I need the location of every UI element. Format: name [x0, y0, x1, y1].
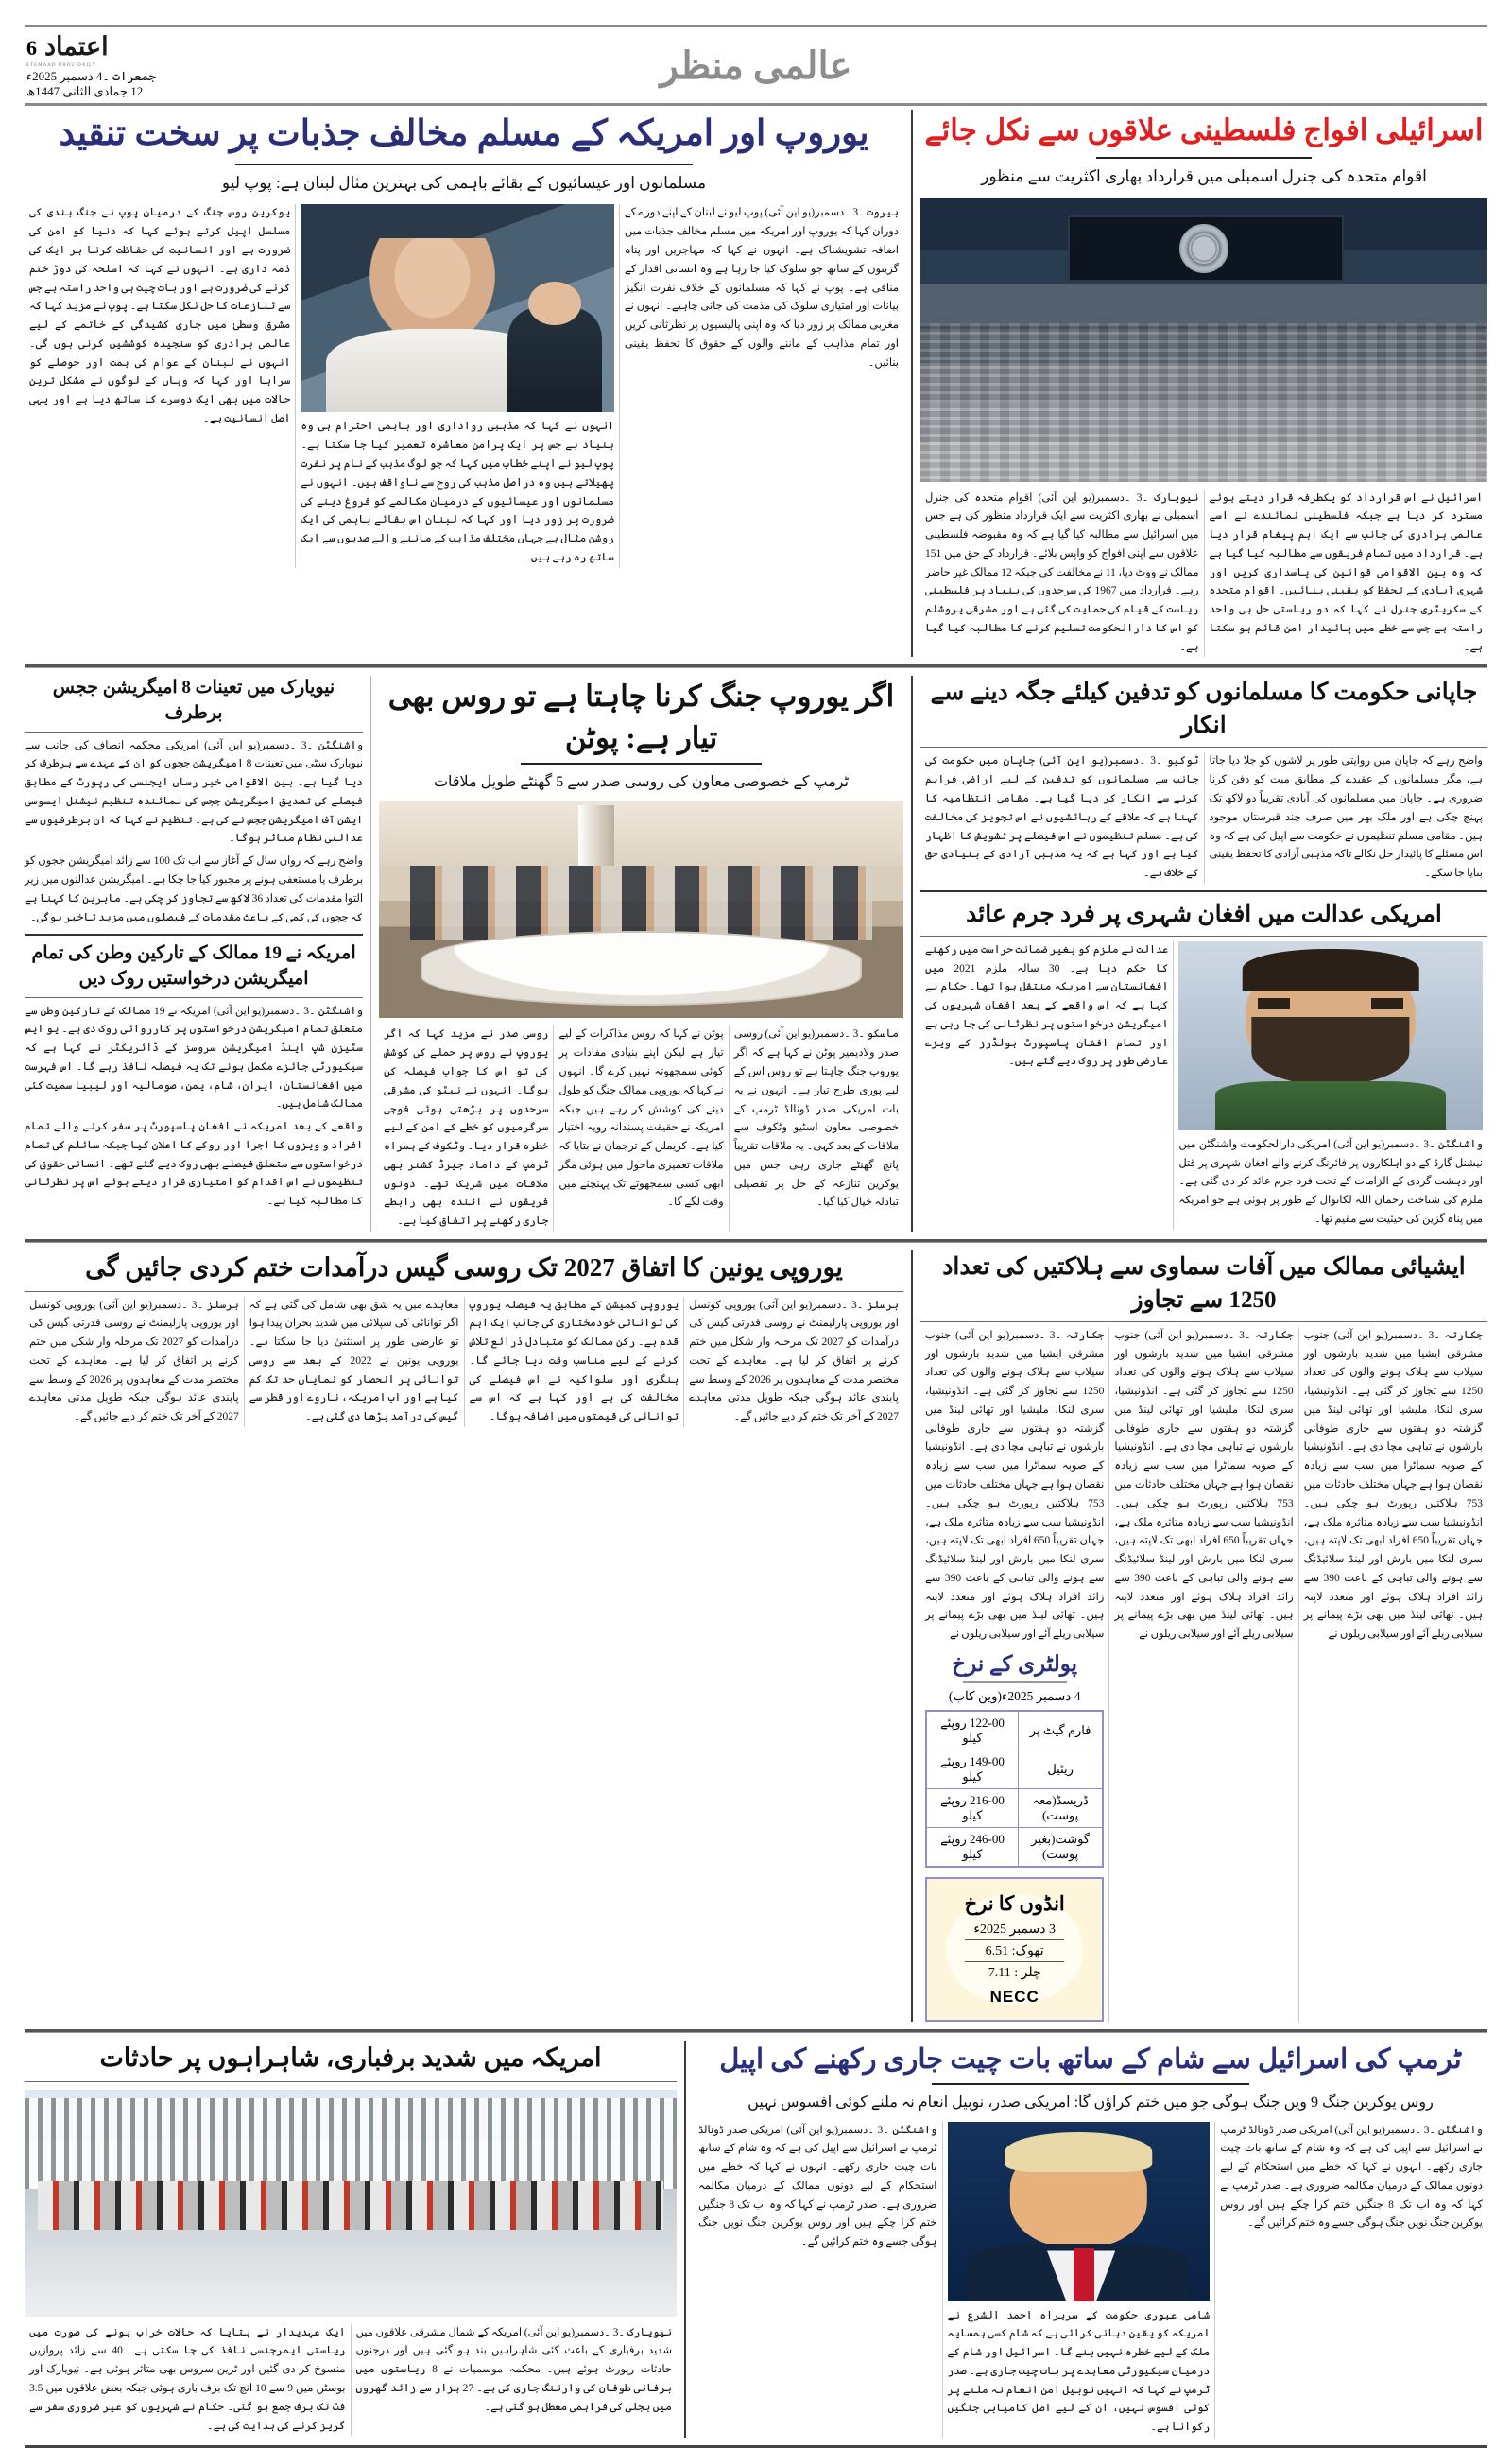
- un-emblem-icon: [1179, 224, 1228, 273]
- egg-rates-title: انڈوں کا نرخ: [964, 1891, 1065, 1915]
- afghan-photo-col: [1174, 941, 1487, 1230]
- trump-syria-col-3: واشنگٹن ۔3 ۔دسمبر(یو این آئی) امریکی صدر ڈونالڈ ٹرمپ نے اسرائیل سے اپیل کی ہے کہ وہ شام کے ساتھ بات چیت جاری رکھے۔ انہوں نے کہا کہ خطے میں استحکام کے لیے دونوں ممالک کے درمیان مکالمہ ضروری ہے۔ صدر ٹرمپ نے کہا کہ وہ اب تک 8 جنگیں ختم کرا چکے ہیں اور روس یوکرین جنگ نویں جنگ ہوگی جسے وہ ختم کرائیں گے۔: [694, 2122, 943, 2438]
- putin-col-3: روسی صدر نے مزید کہا کہ اگر یوروپ نے روس پر حملے کی کوشش کی تو اس کا جواب فیصلہ کن ہوگا۔ انہوں نے نیٹو کی مشرقی سرحدوں پر بڑھتی ہوئی فوجی سرگرمیوں کو خطے کے امن کے لیے خطرہ قرار دیا۔ وٹکوف کے ہمراہ ٹرمپ کے داماد جیرڈ کشنر بھی ملاقات میں شریک تھے۔ دونوں فریقوں نے آئندہ بھی رابطے جاری رکھنے پر اتفاق کیا ہے۔: [379, 1026, 554, 1231]
- story-trump-syria: [694, 2041, 1487, 2438]
- column-divider: [911, 110, 913, 657]
- band-divider-3: [25, 2029, 1487, 2033]
- brand-name: اعتماد: [44, 32, 109, 60]
- story-japan-burial: [920, 676, 1487, 883]
- round-table: [421, 931, 861, 1005]
- egg-retail-rate: چلر : 7.11: [988, 1965, 1041, 1980]
- snow-col-2: ایک عہدیدار نے بتایا کہ حالات خراب ہونے کی صورت میں ریاستی ایمرجنسی نافذ کی جا سکتی ہے۔ 40 سے زائد پروازیں منسوخ کر دی گئیں اور ٹرین سروس بھی متاثر ہوئی ہے۔ نیویارک اور بوسٹن میں 9 سے 10 انچ تک برف باری ہوئی جبکہ بعض علاقوں میں 3.5 فٹ تک برف جمع ہو گئی۔ حکام نے شہریوں کو غیر ضروری سفر سے گریز کرنے کی ہدایت کی ہے۔: [25, 2324, 352, 2437]
- egg-rate-source: NECC: [989, 1987, 1040, 2006]
- poultry-value-3: 246-00 روپئے کیلو: [926, 1827, 1018, 1867]
- right-column-group: [920, 676, 1487, 1231]
- column-divider: [370, 676, 371, 1231]
- lead-right-headline: اسرائیلی افواج فلسطینی علاقوں سے نکل جائے: [924, 113, 1484, 147]
- suspect-eyes: [1258, 998, 1403, 1009]
- poultry-label-1: ریٹیل: [1018, 1750, 1103, 1788]
- poultry-value-2: 216-00 روپئے کیلو: [926, 1788, 1018, 1827]
- putin-col-1: ماسکو ۔3 ۔دسمبر(یو این آئی) روسی صدر ولادیمیر پوٹن نے کہا ہے کہ اگر یوروپ جنگ چاہتا ہے تو روس اس کے لیے پوری طرح تیار ہے۔ انہوں نے یہ بات امریکی صدر ڈونالڈ ٹرمپ کے خصوصی معاون اسٹیو وٹکوف سے ملاقات کے بعد کہی۔ یہ ملاقات تقریباً پانچ گھنٹے جاری رہی جس میں یوکرین تنازعہ کے حل پر تفصیلی تبادلہ خیال کیا گیا۔: [733, 1028, 899, 1209]
- lead-left-headline: یوروپ اور امریکہ کے مسلم مخالف جذبات پر سخت تنقید: [59, 114, 869, 153]
- japan-col-1: واضح رہے کہ جاپان میں روایتی طور پر لاشوں کو جلا دیا جاتا ہے، مگر مسلمانوں کے عقیدے کے مطابق میت کو دفن کرنا ضروری ہے۔ جاپان میں مسلمانوں کی آبادی تقریباً دو لاکھ تک پہنچ چکی ہے اور ملک بھر میں صرف چند قبرستان موجود ہیں۔ مقامی مسلم تنظیموں نے حکومت سے اپیل کی ہے کہ وہ اس مسئلے کا پائیدار حل نکالے تاکہ مذہبی آزادی کا تحفظ یقینی بنایا جا سکے۔: [1209, 755, 1483, 880]
- japan-col-2: ٹوکیو ۔3 ۔دسمبر(یو این آئی) جاپان میں حکومت کی جانب سے مسلمانوں کو تدفین کے لیے اراضی فراہم کرنے سے انکار کر دیا گیا ہے۔ مقامی انتظامیہ کا کہنا ہے کہ علاقے کے رہائشیوں نے اس تجویز کی مخالفت کی ہے۔ مسلم تنظیموں نے اس فیصلے پر تشویش کا اظہار کیا ہے اور کہا ہے کہ یہ مذہبی آزادی کے بنیادی حق کے خلاف ہے۔: [920, 752, 1205, 883]
- poultry-label-2: ڈریسڈ(معہ پوست): [1018, 1788, 1103, 1827]
- travelban-col-1: واشنگٹن ۔3 ۔دسمبر(یو این آئی) امریکہ نے 19 ممالک کے تارکین وطن سے متعلق تمام امیگریشن درخواستوں پر کارروائی روک دی ہے۔ یو ایس سٹیزن شپ اینڈ امیگریشن سروسز کے ڈائریکٹر نے کہا ہے کہ سیکیورٹی جائزے مکمل ہونے تک یہ فیصلہ نافذ رہے گا۔ اس فہرست میں افغانستان، ایران، شام، یمن، صومالیہ اور لیبیا سمیت کئی ممالک شامل ہیں۔: [25, 1005, 364, 1111]
- putin-headline: اگر یوروپ جنگ کرنا چاہتا ہے تو روس بھی تیار ہے: پوٹن: [387, 680, 895, 754]
- asia-and-rates-group: [920, 1250, 1487, 2022]
- trump-syria-subhead: روس یوکرین جنگ 9 ویں جنگ ہوگی جو میں ختم کراؤں گا: امریکی صدر، نوبیل انعام نہ ملنے کوئی افسوس نہیں: [747, 2095, 1434, 2112]
- poultry-value-1: 149-00 روپئے کیلو: [926, 1750, 1018, 1788]
- suspect-torso: [1215, 1081, 1446, 1130]
- table-row: [926, 1788, 1103, 1827]
- story-snow: [25, 2041, 677, 2438]
- un-general-assembly-photo: [920, 198, 1487, 482]
- band-divider-2: [25, 1239, 1487, 1243]
- date-hijri: 12 جمادی الثانی 1447ھ: [26, 84, 144, 99]
- egg-wholesale-rate: تھوک: 6.51: [965, 1943, 1064, 1962]
- poultry-rates-date: 4 دسمبر 2025ء(وین کاب): [948, 1688, 1081, 1703]
- lead-left-photo-col: [296, 204, 620, 567]
- suspect-hair: [1243, 949, 1419, 991]
- story-judges: [25, 676, 363, 927]
- page-title: عالمی منظر: [660, 43, 852, 87]
- room-pillar: [578, 805, 614, 866]
- trump-tie: [1074, 2248, 1094, 2301]
- poultry-rates-table: [925, 1710, 1104, 1868]
- poultry-value-0: 122-00 روپئے کیلو: [926, 1711, 1018, 1750]
- lead-left-col-1: بیروت ۔3 ۔دسمبر(یو این آئی) پوپ لیو نے لبنان کے اپنے دورے کے دوران کہا کہ یوروپ اور امریکہ میں مسلم مخالف جذبات میں اضافہ تشویشناک ہے۔ انہوں نے کہا کہ مہاجرین اور پناہ گزینوں کے ساتھ جو سلوک کیا جا رہا ہے وہ انسانی اقدار کے منافی ہے۔ پوپ نے کہا کہ مسلمانوں کے خلاف نفرت انگیز بیانات اور امتیازی سلوک کی مذمت کی جانی چاہیے۔ انہوں نے مغربی ممالک پر زور دیا کہ وہ اپنی پالیسیوں پر نظرثانی کریں اور تمام مذاہب کے ماننے والوں کے حقوق کا تحفظ یقینی بنائیں۔: [624, 207, 899, 369]
- story-putin: [379, 676, 903, 1231]
- trump-syria-col-2: شامی عبوری حکومت کے سربراہ احمد الشرع نے امریکہ کو یقین دہانی کرائی ہے کہ شام کسی ہمسایہ ملک کے لیے خطرہ نہیں بنے گا۔ اسرائیل اور شام کے درمیان سیکیورٹی معاہدے پر بات چیت جاری ہے۔ صدر ٹرمپ نے کہا کہ انہیں نوبیل امن انعام نہ ملنے پر کوئی افسوس نہیں، ان کے لیے اصل کامیابی جنگیں رکوانا ہے۔: [947, 2309, 1211, 2434]
- putin-col-2: پوٹن نے کہا کہ روس مذاکرات کے لیے تیار ہے لیکن اپنے بنیادی مفادات پر کوئی سمجھوتہ نہیں کرے گا۔ انہوں نے کہا کہ یوروپی ممالک جنگ کو طول دینے کی کوشش کر رہے ہیں جبکہ امریکہ نے حقیقت پسندانہ رویہ اختیار کیا ہے۔ کریملن کے ترجمان نے بتایا کہ ملاقات تعمیری ماحول میں ہوئی مگر ابھی کسی سمجھوتے تک پہنچنے میں وقت لگے گا۔: [554, 1026, 729, 1231]
- immigration-stories: [25, 676, 363, 1231]
- judges-col-1: واشنگٹن ۔3 ۔دسمبر(یو این آئی) امریکی محکمہ انصاف کی جانب سے نیویارک سٹی میں تعینات 8 امیگریشن ججوں کو ان کے عہدے سے برطرف کر دیا گیا ہے۔ بین الاقوامی خبر رساں ایجنسی کی رپورٹ کے مطابق فیصلے کی تصدیق امیگریشن ججس کی نمائندہ تنظیم نیشنل ایسوسی ایشن آف امیگریشن ججس نے کی ہے۔ تنظیم نے کہا کہ ان برطرفیوں سے عدالتی نظام متاثر ہوگا۔: [25, 739, 364, 845]
- lead-right-col-1: اسرائیل نے اس قرارداد کو یکطرفہ قرار دیتے ہوئے مسترد کر دیا ہے جبکہ فلسطینی نمائندے نے اسے عالمی برادری کی جانب سے ایک اہم پیغام قرار دیا ہے۔ قرارداد میں تمام فریقوں سے مطالبہ کیا گیا ہے کہ وہ بین الاقوامی قوانین کی پاسداری کریں اور شہری آبادی کے تحفظ کو یقینی بنائیں۔ اقوام متحدہ کے سکریٹری جنرل نے کہا کہ دو ریاستی حل ہی واحد راستہ ہے جس سے خطے میں پائیدار امن قائم ہو سکتا ہے۔: [1209, 491, 1483, 653]
- travelban-headline: امریکہ نے 19 ممالک کے تارکین وطن کی تمام امیگریشن درخواستیں روک دیں: [31, 943, 356, 989]
- lead-right-subhead: اقوام متحدہ کی جنرل اسمبلی میں قرارداد بھاری اکثریت سے منظور: [981, 166, 1427, 185]
- story-travel-ban: [25, 941, 363, 1212]
- poultry-rates-title: پولٹری کے نرخ: [952, 1651, 1078, 1676]
- table-row: [926, 1750, 1103, 1788]
- suspect-beard: [1252, 1017, 1410, 1085]
- story-divider: [920, 890, 1487, 892]
- poultry-rates-box: [925, 1652, 1104, 1868]
- afghan-court-col-1: واشنگٹن ۔3 ۔دسمبر(یو این آئی) امریکی دارالحکومت واشنگٹن میں نیشنل گارڈ کے دو اہلکاروں پر فائرنگ کرنے والے افغان شہری پر قتل اور دہشت گردی کے الزامات کے تحت فرد جرم عائد کر دی گئی ہے۔ ملزم کی شناخت رحمان اللہ لکانوال کے طور پر ہوئی ہے جو امریکہ میں پناہ گزین کی حیثیت سے مقیم تھا۔: [1178, 1138, 1483, 1225]
- poultry-label-0: فارم گیٹ پر: [1018, 1711, 1103, 1750]
- lead-left-col-3: یوکرین روس جنگ کے درمیان پوپ نے جنگ بندی کی مسلسل اپیل کرتے ہوئے کہا کہ دنیا کو امن کی ضرورت ہے اور انسانیت کی حفاظت کرنا ہر ایک کی ذمہ داری ہے۔ انہوں نے کہا کہ اسلحہ کی دوڑ ختم کرنے کی ضرورت ہے اور بات چیت ہی واحد راستہ ہے جس سے تنازعات کا حل نکل سکتا ہے۔ پوپ نے مزید کہا کہ مشرق وسطیٰ میں جاری کشیدگی کے خاتمے کے لیے عالمی برادری کو سنجیدہ کوششیں کرنی ہوں گی۔ انہوں نے لبنان کے عوام کی ہمت اور حوصلے کو سراہا اور کہا کہ وہاں کے لوگوں نے مشکل ترین حالات میں بھی ایک دوسرے کا ساتھ دیا ہے اور یہی اصل انسانیت ہے۔: [25, 204, 296, 567]
- trump-photo: [948, 2122, 1211, 2301]
- trump-syria-col-1: واشنگٹن ۔3 ۔دسمبر(یو این آئی) امریکی صدر ڈونالڈ ٹرمپ نے اسرائیل سے اپیل کی ہے کہ وہ شام کے ساتھ بات چیت جاری رکھے۔ انہوں نے کہا کہ خطے میں استحکام کے لیے دونوں ممالک کے درمیان مکالمہ ضروری ہے۔ صدر ٹرمپ نے کہا کہ وہ اب تک 8 جنگیں ختم کرا چکے ہیں اور روس یوکرین جنگ نویں جنگ ہوگی جسے وہ ختم کرائیں گے۔: [1220, 2124, 1484, 2230]
- putin-meeting-photo: [379, 801, 903, 1018]
- afghan-court-col-2: عدالت نے ملزم کو بغیر ضمانت حراست میں رکھنے کا حکم دیا ہے۔ 30 سالہ ملزم 2021 میں افغانستان سے امریکہ منتقل ہوا تھا۔ حکام نے کہا ہے کہ اس واقعے کے بعد افغان شہریوں کی امیگریشن درخواستوں پر نظرثانی کی جا رہی ہے اور تمام افغان پاسپورٹ ہولڈرز کے ویزے عارضی طور پر روک دیے گئے ہیں۔: [920, 941, 1174, 1230]
- third-band: [25, 1250, 1487, 2022]
- brand-subtitle: ETEMAAD URDU DAILY: [26, 62, 97, 68]
- egg-rates-date: 3 دسمبر 2025ء: [965, 1922, 1064, 1940]
- asia-floods-col-1: جکارتہ ۔3 ۔دسمبر(یو این آئی) جنوب مشرقی ایشیا میں شدید بارشوں اور سیلاب سے ہلاک ہونے والوں کی تعداد 1250 سے تجاوز کر گئی ہے۔ انڈونیشیا، سری لنکا، ملیشیا اور تھائی لینڈ میں گزشتہ دو ہفتوں سے جاری طوفانی بارشوں نے تباہی مچا دی ہے۔ انڈونیشیا کے صوبہ سماٹرا میں سب سے زیادہ نقصان ہوا ہے جہاں مختلف حادثات میں 753 ہلاکتیں رپورٹ ہو چکی ہیں۔ انڈونیشیا سب سے زیادہ متاثرہ ملک ہے، جہاں تقریباً 650 افراد ابھی تک لاپتہ ہیں، سری لنکا میں بارش اور لینڈ سلائیڈنگ سے ہونے والی تباہی کے باعث 390 سے زائد افراد ہلاک ہوئے اور متعدد لاپتہ ہیں۔ تھائی لینڈ میں بھی بڑے پیمانے پر سیلابی ریلے آئے اور سیلابی ریلوں نے: [1303, 1329, 1484, 1641]
- room-wall: [379, 801, 903, 866]
- putin-subhead: ٹرمپ کے خصوصی معاون کی روسی صدر سے 5 گھنٹے طویل ملاقات: [433, 774, 850, 791]
- bottom-band: [25, 2041, 1487, 2438]
- eu-gas-col-2: یوروپی کمیشن کے مطابق یہ فیصلہ یوروپ کی توانائی خودمختاری کی جانب ایک اہم قدم ہے۔ رکن ممالک کو متبادل ذرائع تلاش کرنے کے لیے مناسب وقت دیا جائے گا۔ ہنگری اور سلواکیہ نے اس فیصلے کی مخالفت کی ہے اور کہا ہے کہ اس سے توانائی کی قیمتوں میں اضافہ ہوگا۔: [465, 1297, 685, 1427]
- lead-left-col-2: انہوں نے کہا کہ مذہبی رواداری اور باہمی احترام ہی وہ بنیاد ہے جس پر ایک پرامن معاشرہ تعمیر کیا جا سکتا ہے۔ پوپ لیو نے اپنے خطاب میں کہا کہ جو لوگ مذہب کے نام پر نفرت پھیلاتے ہیں وہ دراصل مذہب کی روح سے ناواقف ہیں۔ انہوں نے مسلمانوں اور عیسائیوں کے درمیان مکالمے کو فروغ دینے کی ضرورت پر زور دیا اور کہا کہ لبنان اس بقائے باہمی کی ایک روشن مثال ہے جہاں مختلف مذاہب کے ماننے والے صدیوں سے ایک ساتھ رہ رہے ہیں۔: [301, 421, 614, 563]
- asia-floods-headline: ایشیائی ممالک میں آفات سماوی سے ہلاکتیں کی تعداد 1250 سے تجاوز: [942, 1253, 1466, 1313]
- snow-highway-photo: [25, 2090, 677, 2317]
- second-person: [507, 308, 601, 412]
- lead-right-col-2: نیویارک ۔3 ۔دسمبر(یو این آئی) اقوام متحدہ کی جنرل اسمبلی نے بھاری اکثریت سے ایک قرارداد منظور کی ہے جس میں اسرائیل سے مطالبہ کیا گیا ہے کہ وہ مقبوضہ فلسطینی علاقوں سے اپنی افواج کو واپس بلائے۔ قرارداد کے حق میں 151 ممالک نے ووٹ دیا، 11 نے مخالفت کی جبکہ 12 ممالک غیر حاضر رہے۔ قرارداد میں 1967 کی سرحدوں کی بنیاد پر فلسطینی ریاست کے قیام کی حمایت کی گئی ہے اور مشرقی یروشلم کو اس کا دارالحکومت تسلیم کرنے کا مطالبہ کیا گیا ہے۔: [920, 490, 1205, 658]
- delegates-row: [410, 866, 871, 940]
- pope-leo-photo: [301, 204, 614, 412]
- judges-headline: نیویارک میں تعینات 8 امیگریشن ججس برطرف: [52, 678, 335, 724]
- column-divider: [684, 2041, 686, 2438]
- lead-left-subhead: مسلمانوں اور عیسائیوں کے بقائے باہمی کی بہترین مثال لبنان ہے: پوپ لیو: [221, 173, 707, 192]
- japan-headline: جاپانی حکومت کا مسلمانوں کو تدفین کیلئے جگہ دینے سے انکار: [930, 680, 1478, 739]
- trump-syria-headline: ٹرمپ کی اسرائیل سے شام کے ساتھ بات چیت جاری رکھنے کی اپیل: [719, 2043, 1462, 2075]
- story-afghan-court: [920, 898, 1487, 1230]
- date-gregorian: جمعرات ۔4 دسمبر 2025ء: [26, 69, 156, 83]
- band-divider-1: [25, 664, 1487, 668]
- top-band: [25, 110, 1487, 657]
- snow-col-1: نیویارک ۔3 ۔دسمبر(یو این آئی) امریکہ کے شمال مشرقی علاقوں میں شدید برفباری کے باعث کئی شاہراہیں بند ہو گئی ہیں اور درجنوں حادثات رپورٹ ہوئے ہیں۔ محکمہ موسمیات نے 8 ریاستوں میں برفانی طوفان کی وارننگ جاری کی ہے۔ 27 ہزار سے زائد گھروں میں بجلی کی فراہمی معطل ہو گئی ہے۔: [355, 2326, 673, 2413]
- table-row: [926, 1827, 1103, 1867]
- judges-col-2: واضح رہے کہ رواں سال کے آغاز سے اب تک 100 سے زائد امیگریشن ججوں کو برطرف یا مستعفی ہونے پر مجبور کیا جا چکا ہے۔ امیگریشن عدالتوں میں زیر التوا مقدمات کی تعداد 36 لاکھ سے تجاوز کر چکی ہے۔ ماہرین کا کہنا ہے کہ ججوں کی کمی کے باعث مقدمات کے فیصلوں میں مزید تاخیر ہوگی۔: [25, 855, 364, 923]
- story-eu-gas: [25, 1250, 903, 2022]
- lead-right-story: [920, 110, 1487, 657]
- afghan-court-headline: امریکی عدالت میں افغان شہری پر فرد جرم عائد: [966, 901, 1442, 927]
- second-band: [25, 676, 1487, 1231]
- stranded-vehicles: [38, 2181, 663, 2231]
- asia-floods-col-3: جکارتہ ۔3 ۔دسمبر(یو این آئی) جنوب مشرقی ایشیا میں شدید بارشوں اور سیلاب سے ہلاک ہونے والوں کی تعداد 1250 سے تجاوز کر گئی ہے۔ انڈونیشیا، سری لنکا، ملیشیا اور تھائی لینڈ میں گزشتہ دو ہفتوں سے جاری طوفانی بارشوں نے تباہی مچا دی ہے۔ انڈونیشیا کے صوبہ سماٹرا میں سب سے زیادہ نقصان ہوا ہے جہاں مختلف حادثات میں 753 ہلاکتیں رپورٹ ہو چکی ہیں۔ انڈونیشیا سب سے زیادہ متاثرہ ملک ہے، جہاں تقریباً 650 افراد ابھی تک لاپتہ ہیں، سری لنکا میں بارش اور لینڈ سلائیڈنگ سے ہونے والی تباہی کے باعث 390 سے زائد افراد ہلاک ہوئے اور متعدد لاپتہ ہیں۔ تھائی لینڈ میں بھی بڑے پیمانے پر سیلابی ریلے آئے اور سیلابی ریلوں نے: [925, 1329, 1105, 1641]
- trump-photo-col: [943, 2122, 1216, 2438]
- table-row: [926, 1711, 1103, 1750]
- eu-gas-col-1: برسلز ۔3 ۔دسمبر(یو این آئی) یوروپی کونسل اور یوروپی پارلیمنٹ نے روسی قدرتی گیس کی درآمدات کو 2027 تک مرحلہ وار شکل میں ختم کرنے پر اتفاق کر لیا ہے۔ معاہدے کے تحت مختصر مدت کے معاہدوں پر 2026 کے وسط سے پابندی عائد ہوگی جبکہ طویل مدتی معاہدے 2027 کے آخر تک ختم کر دیے جائیں گے۔: [689, 1299, 900, 1423]
- egg-rates-box: [925, 1877, 1104, 2022]
- travelban-col-2: واقعے کے بعد امریکہ نے افغان پاسپورٹ پر سفر کرنے والے تمام افراد و ویزوں کا اجرا اور روکے کا اعلان کیا جبکہ سائلم کی تمام درخواستوں سے متعلق فیصلے بھی روک دیے گئے تھے۔ انسانی حقوق کی تنظیموں نے اس اقدام کو امتیازی قرار دیتے ہوئے اس پر نظرثانی کا مطالبہ کیا ہے۔: [25, 1121, 364, 1208]
- asia-floods-col-2: جکارتہ ۔3 ۔دسمبر(یو این آئی) جنوب مشرقی ایشیا میں شدید بارشوں اور سیلاب سے ہلاک ہونے والوں کی تعداد 1250 سے تجاوز کر گئی ہے۔ انڈونیشیا، سری لنکا، ملیشیا اور تھائی لینڈ میں گزشتہ دو ہفتوں سے جاری طوفانی بارشوں نے تباہی مچا دی ہے۔ انڈونیشیا کے صوبہ سماٹرا میں سب سے زیادہ نقصان ہوا ہے جہاں مختلف حادثات میں 753 ہلاکتیں رپورٹ ہو چکی ہیں۔ انڈونیشیا سب سے زیادہ متاثرہ ملک ہے، جہاں تقریباً 650 افراد ابھی تک لاپتہ ہیں، سری لنکا میں بارش اور لینڈ سلائیڈنگ سے ہونے والی تباہی کے باعث 390 سے زائد افراد ہلاک ہوئے اور متعدد لاپتہ ہیں۔ تھائی لینڈ میں بھی بڑے پیمانے پر سیلابی ریلے آئے اور سیلابی ریلوں نے: [1109, 1327, 1298, 2022]
- lead-left-story: [25, 110, 903, 657]
- page-number: 6: [26, 36, 37, 60]
- snow-headline: امریکہ میں شدید برفباری، شاہراہوں پر حادثات: [99, 2043, 602, 2072]
- eu-gas-col-4: برسلز ۔3 ۔دسمبر(یو این آئی) یوروپی کونسل اور یوروپی پارلیمنٹ نے روسی قدرتی گیس کی درآمدات کو 2027 تک مرحلہ وار شکل میں ختم کرنے پر اتفاق کر لیا ہے۔ معاہدے کے تحت مختصر مدت کے معاہدوں پر 2026 کے وسط سے پابندی عائد ہوگی جبکہ طویل مدتی معاہدے 2027 کے آخر تک ختم کر دیے جائیں گے۔: [25, 1297, 245, 1427]
- masthead: [25, 25, 1487, 106]
- eu-gas-headline: یوروپی یونین کا اتفاق 2027 تک روسی گیس درآمدات ختم کردی جائیں گی: [85, 1252, 843, 1282]
- eu-gas-col-3: معاہدے میں یہ شق بھی شامل کی گئی ہے کہ اگر توانائی کی سپلائی میں شدید بحران پیدا ہوا تو عارضی طور پر استثنیٰ دیا جا سکتا ہے۔ یوروپی یونین نے 2022 کے بعد سے روسی توانائی پر انحصار کو نمایاں حد تک کم کیا ہے اور اب امریکہ، ناروے اور قطر سے گیس کی درآمد بڑھا دی گئی ہے۔: [245, 1297, 465, 1427]
- afghan-suspect-photo: [1178, 941, 1483, 1130]
- column-divider: [911, 1250, 913, 2022]
- poultry-label-3: گوشت(بغیر پوست): [1018, 1827, 1103, 1867]
- trump-hair: [1005, 2132, 1153, 2172]
- column-divider: [911, 676, 913, 1231]
- rates-column: [920, 1327, 1109, 2022]
- left-column-group: [25, 676, 903, 1231]
